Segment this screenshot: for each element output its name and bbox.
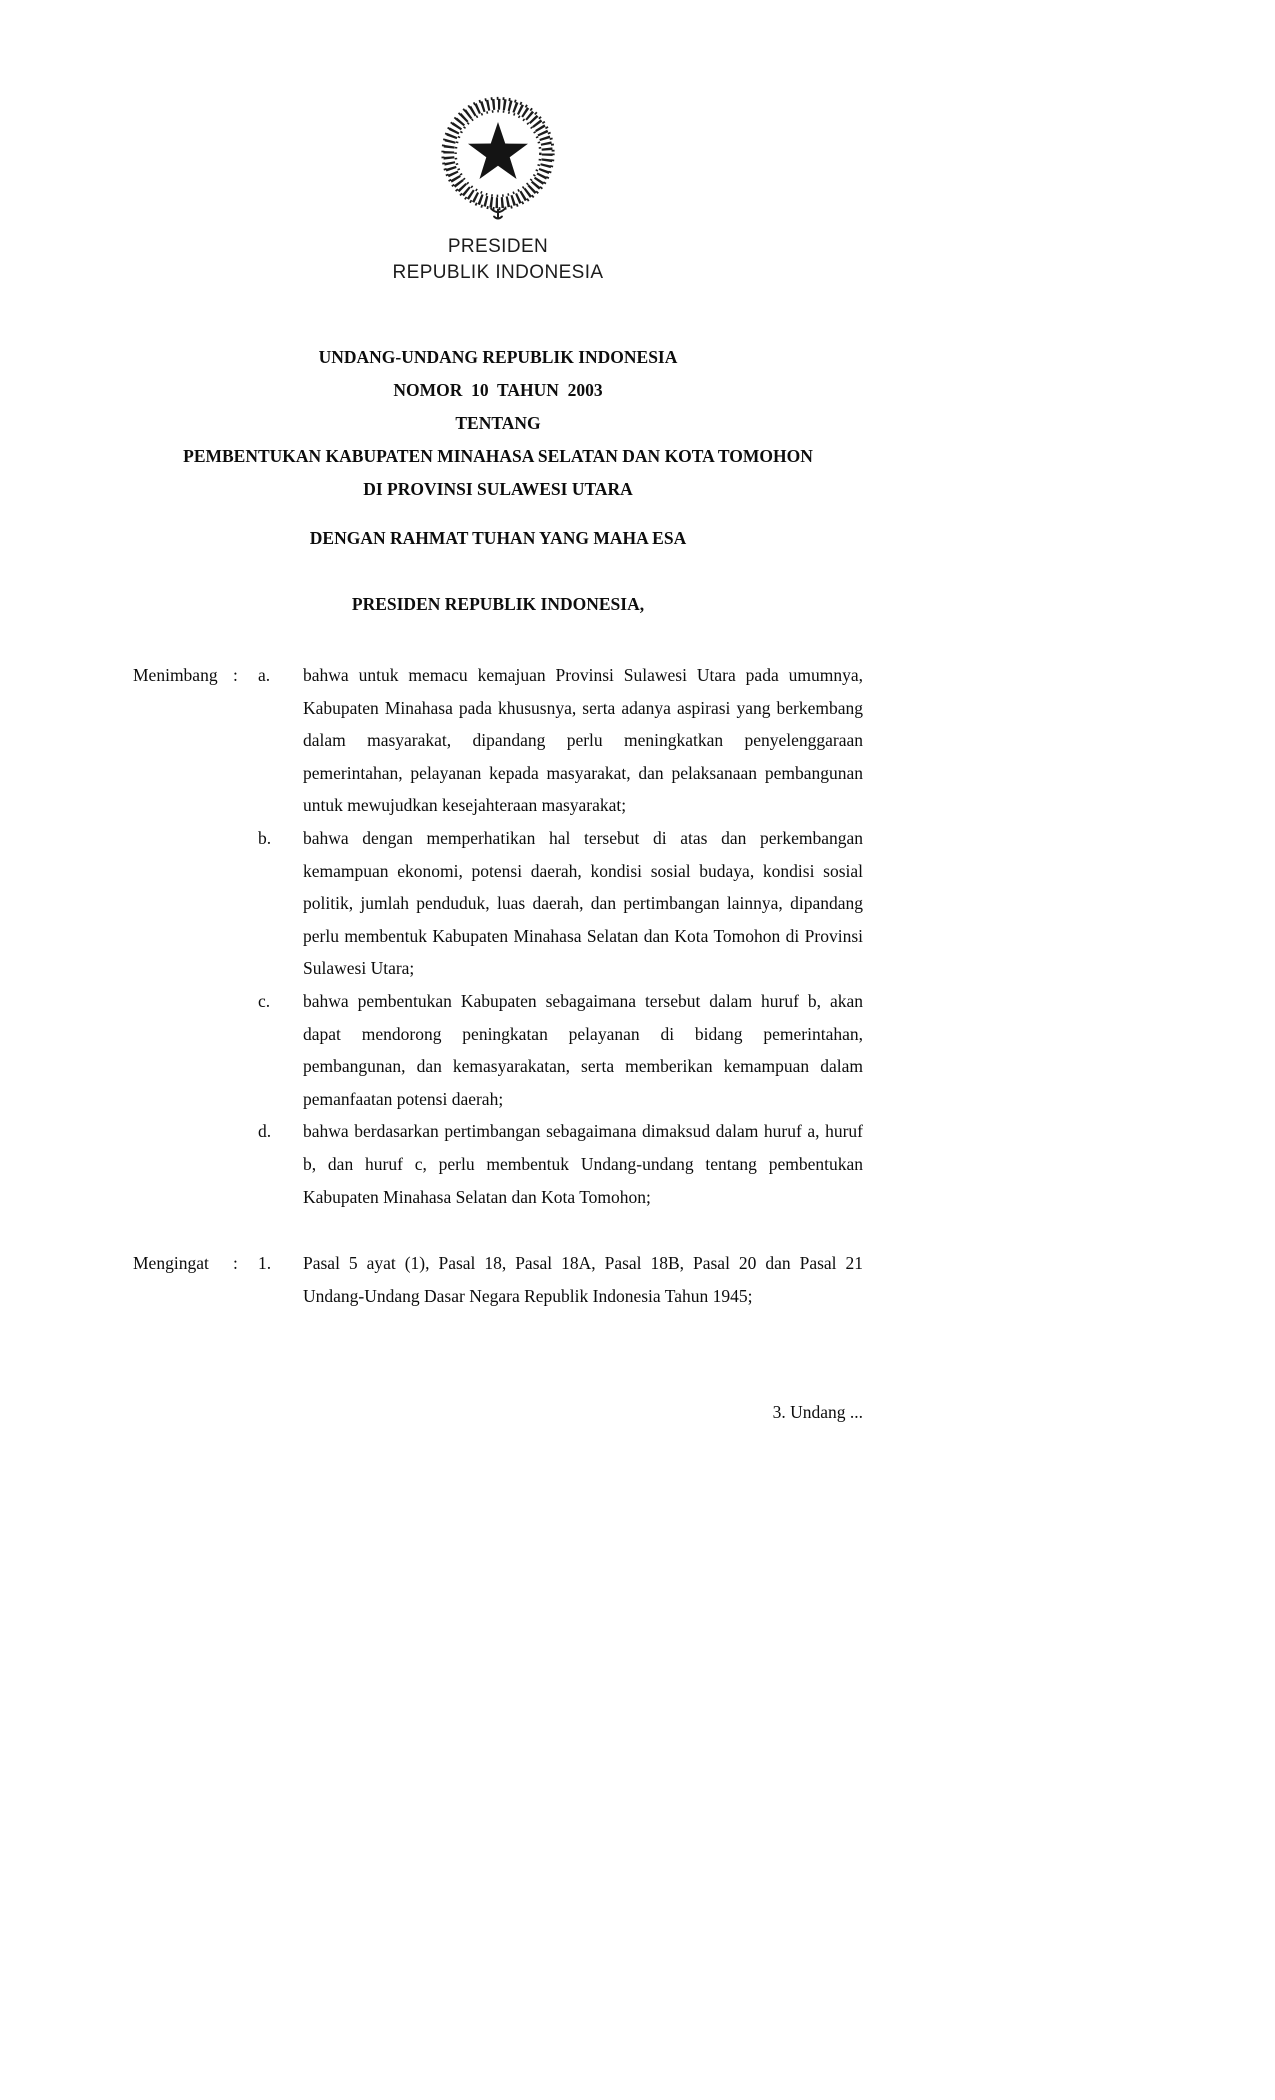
item-marker: b. (258, 827, 272, 848)
item-text: bahwa pembentukan Kabupaten sebagaimana tersebut dalam huruf b, akan dapat mendorong peningkatan pelayanan di bidang pemerintahan, pembangunan, dan kemasyarakatan, serta memberikan kemampuan dalam pemanfaatan potensi daerah; (303, 990, 863, 1109)
mengingat-label: Mengingat (133, 1253, 209, 1274)
colon-spacer (233, 1115, 258, 1213)
letterhead-presiden: PRESIDEN (447, 236, 549, 257)
document-title (133, 341, 863, 506)
menimbang-label: Menimbang (133, 665, 218, 685)
letterhead (133, 234, 863, 286)
page-catchword: 3. Undang ... (772, 1402, 863, 1422)
menimbang-item-d (133, 1115, 863, 1213)
title-line-5: DI PROVINSI SULAWESI UTARA (363, 479, 633, 499)
seal-container (133, 84, 863, 228)
item-marker: 1. (258, 1253, 272, 1274)
label-spacer (133, 1115, 233, 1213)
menimbang-colon: : (233, 665, 238, 685)
label-spacer (133, 985, 233, 1115)
menimbang-item-b (133, 822, 863, 985)
item-marker: d. (258, 1121, 272, 1142)
menimbang-item-c (133, 985, 863, 1115)
item-text: bahwa berdasarkan pertimbangan sebagaimana dimaksud dalam huruf a, huruf b, dan huruf c, perlu membentuk Undang-undang tentang pembentukan Kabupaten Minahasa Selatan dan Kota Tomohon; (303, 1121, 863, 1207)
colon-spacer (233, 985, 258, 1115)
title-line-2: NOMOR 10 TAHUN 2003 (393, 380, 603, 400)
title-line-3: TENTANG (455, 413, 541, 433)
title-line-4: PEMBENTUKAN KABUPATEN MINAHASA SELATAN DAN KOTA TOMOHON (183, 446, 813, 466)
item-marker: c. (258, 990, 271, 1011)
presidential-seal-icon (433, 84, 563, 223)
item-marker: a. (258, 665, 271, 685)
title-line-1: UNDANG-UNDANG REPUBLIK INDONESIA (318, 347, 678, 367)
colon-spacer (233, 822, 258, 985)
menimbang-item-a (133, 659, 863, 822)
mengingat-colon: : (233, 1253, 238, 1274)
item-text: Pasal 5 ayat (1), Pasal 18, Pasal 18A, Pasal 18B, Pasal 20 dan Pasal 21 Undang-Undang Dasar Negara Republik Indonesia Tahun 1945; (303, 1253, 863, 1306)
item-text: bahwa dengan memperhatikan hal tersebut di atas dan perkembangan kemampuan ekonomi, potensi daerah, kondisi sosial budaya, kondisi sosial politik, jumlah penduduk, luas daerah, dan pertimbangan lainnya, dipandang perlu membentuk Kabupaten Minahasa Selatan dan Kota Tomohon di Provinsi Sulawesi Utara; (303, 827, 863, 979)
label-spacer (133, 822, 233, 985)
item-text: bahwa untuk memacu kemajuan Provinsi Sulawesi Utara pada umumnya, Kabupaten Minahasa pada khususnya, serta adanya aspirasi yang berkembang dalam masyarakat, dipandang perlu meningkatkan penyelenggaraan pemerintahan, pelayanan kepada masyarakat, dan pelaksanaan pembangunan untuk mewujudkan kesejahteraan masyarakat; (303, 665, 863, 816)
authority-line: PRESIDEN REPUBLIK INDONESIA, (351, 594, 645, 614)
document-body (133, 659, 863, 1312)
letterhead-republik-indonesia: REPUBLIK INDONESIA (392, 262, 604, 283)
mengingat-item-1 (133, 1247, 863, 1312)
invocation-line: DENGAN RAHMAT TUHAN YANG MAHA ESA (309, 528, 687, 548)
